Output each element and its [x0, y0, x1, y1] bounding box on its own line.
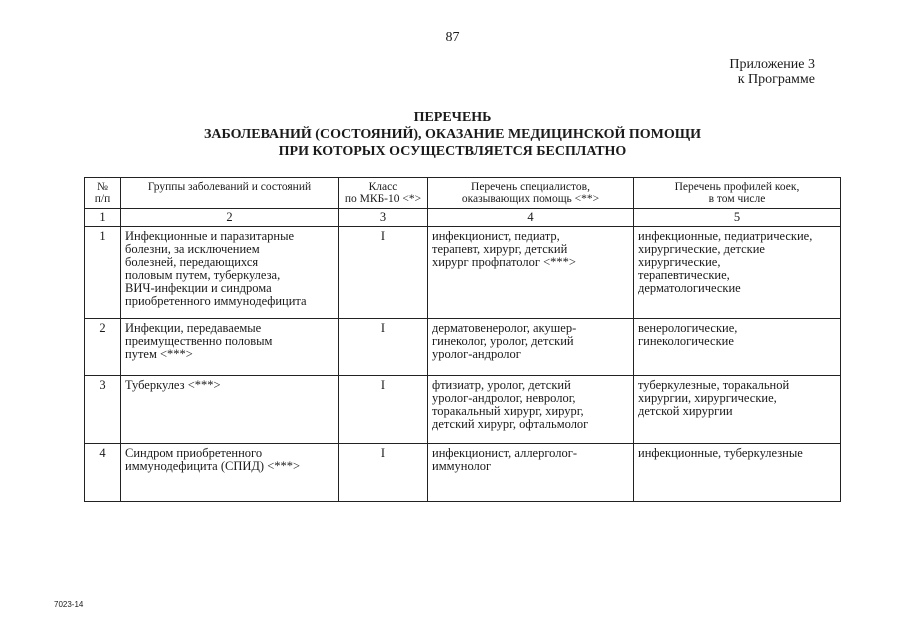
specialists-cell: инфекционист, педиатр, терапевт, хирург, детский хирург профпатолог <***> [428, 227, 634, 319]
bed-profiles-cell: инфекционные, педиатрические, хирургические, детские хирургические, терапевтические, дерматологические [634, 227, 841, 319]
title-line-2: ЗАБОЛЕВАНИЙ (СОСТОЯНИЙ), ОКАЗАНИЕ МЕДИЦИНСКОЙ ПОМОЩИ [203, 127, 702, 142]
column-number: 4 [428, 209, 634, 227]
table-row [85, 319, 841, 376]
disease-group-cell: Инфекционные и паразитарные болезни, за исключением болезней, передающихся половым путем, туберкулеза, ВИЧ-инфекции и синдрома приобретенного иммунодефицита [121, 227, 339, 319]
bed-profiles-cell: венерологические, гинекологические [634, 319, 841, 376]
header-number: № п/п [85, 178, 121, 209]
footer-code: 7023-14 [54, 600, 84, 609]
table-row [85, 227, 841, 319]
header-specialists: Перечень специалистов, оказывающих помощь <**> [428, 178, 634, 209]
page-number: 87 [445, 30, 460, 45]
row-number: 2 [85, 319, 121, 376]
document-title [0, 109, 905, 160]
specialists-cell: инфекционист, аллерголог- иммунолог [428, 444, 634, 502]
icd-class-cell: I [339, 319, 428, 376]
disease-group-cell: Синдром приобретенного иммунодефицита (СПИД) <***> [121, 444, 339, 502]
table-row [85, 444, 841, 502]
appendix-line-1: Приложение 3 [729, 57, 815, 72]
table-row [85, 376, 841, 444]
disease-group-cell: Туберкулез <***> [121, 376, 339, 444]
header-bed-profiles: Перечень профилей коек, в том числе [634, 178, 841, 209]
row-number: 3 [85, 376, 121, 444]
disease-group-cell: Инфекции, передаваемые преимущественно половым путем <***> [121, 319, 339, 376]
column-number: 5 [634, 209, 841, 227]
icd-class-cell: I [339, 444, 428, 502]
icd-class-cell: I [339, 376, 428, 444]
bed-profiles-cell: инфекционные, туберкулезные [634, 444, 841, 502]
diseases-table [84, 177, 841, 502]
header-icd-class: Класс по МКБ-10 <*> [339, 178, 428, 209]
bed-profiles-cell: туберкулезные, торакальной хирургии, хирургические, детской хирургии [634, 376, 841, 444]
icd-class-cell: I [339, 227, 428, 319]
column-number: 2 [121, 209, 339, 227]
title-line-1: ПЕРЕЧЕНЬ [413, 110, 492, 125]
header-disease-group: Группы заболеваний и состояний [121, 178, 339, 209]
title-line-3: ПРИ КОТОРЫХ ОСУЩЕСТВЛЯЕТСЯ БЕСПЛАТНО [278, 144, 627, 159]
column-number: 3 [339, 209, 428, 227]
appendix-note [729, 57, 815, 87]
row-number: 1 [85, 227, 121, 319]
row-number: 4 [85, 444, 121, 502]
specialists-cell: фтизиатр, уролог, детский уролог-андролог, невролог, торакальный хирург, хирург, детский хирург, офтальмолог [428, 376, 634, 444]
specialists-cell: дерматовенеролог, акушер- гинеколог, уролог, детский уролог-андролог [428, 319, 634, 376]
column-numbers-row [85, 209, 841, 227]
table-header-row [85, 178, 841, 209]
appendix-line-2: к Программе [737, 72, 815, 87]
column-number: 1 [85, 209, 121, 227]
